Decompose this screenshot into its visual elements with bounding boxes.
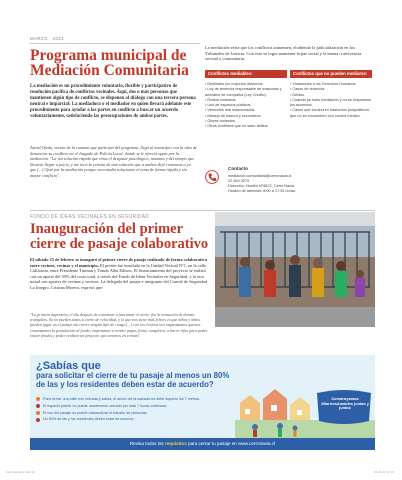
phone-contact-icon — [205, 170, 219, 184]
footer-pre: Revisa todos los — [129, 441, 165, 446]
list-item: • Delitos. — [290, 93, 372, 98]
list-item: • Casos que involucren trastornos psiquiátricos que no se encuentren con control médico. — [290, 108, 372, 119]
contact-title: Contacto — [228, 166, 248, 171]
list-item: • Uso de espacios públicos. — [205, 103, 287, 108]
contact-email-link[interactable]: mediacion.comunitaria@cerronavia.cl — [228, 174, 292, 178]
month-label: MARZO · 2023 — [30, 36, 64, 41]
list-item: • Otros conflictos que no sean delitos. — [205, 124, 287, 129]
mediable-list — [205, 82, 287, 130]
print-slug-right: 09-03-23 17:38 — [373, 470, 394, 474]
list-item: • Vehículos mal estacionados. — [205, 108, 287, 113]
banner-requirements — [36, 397, 236, 424]
article2-title: Inauguración del primer cierre de pasaje colaborativo — [30, 221, 209, 252]
group-photo-illustration — [215, 212, 375, 327]
list-item: • Ruidos molestos. — [205, 98, 287, 103]
list-item: • Deslindes y/o mojones divisorios. — [205, 82, 287, 87]
article1-title: Programa municipal de Mediación Comunitaria — [30, 47, 189, 79]
side-intro: La mediación evita que los conflictos aumenten, eludiendo la judicialización en los Tribunales de Justicia. Con esto se logra mantener la paz social y la buena convivencia vecinal y comunitaria. — [205, 45, 362, 62]
print-slug-left: barrio-amable.indd 10 — [6, 470, 36, 474]
list-item: Para cerrar una calle con entrada y salida, el ancho de la calzada no debe superar los 7 metros. — [36, 397, 236, 402]
banner-title — [36, 361, 236, 389]
bullet-icon — [36, 397, 40, 401]
top-rule — [30, 43, 200, 44]
article2-kicker: FONDO DE IDEAS VECINALES EN SEGURIDAD — [30, 214, 150, 220]
banner-footer — [30, 438, 375, 450]
list-item: El espacio puede no puede mantenerse cerrado por más 7 horas continuas. — [36, 404, 236, 409]
list-item: • Ley de tenencia responsable de mascotas y animales de compañía (Ley Cholito). — [205, 87, 287, 98]
article2-body — [30, 257, 208, 291]
bullet-icon — [36, 411, 40, 415]
banner-title-line1: ¿Sabías que — [36, 360, 101, 372]
footer-bold: requisitos — [164, 441, 187, 446]
article2-body-rest: El portón fue instalado en la Unidad Vecinal N°1, en la calle California, entre Presidente Truman y Tomás Alba Edison. El financiamiento del proyecto se realizó con un aporte del 50% del costo total, a través del Fondo de Ideas Vecinales en Seguridad, y la otra mitad con aportes de vecinas y vecinos. La delegada del pasaje e integrante del Comité de Seguridad Lo Integro, Cristina Morera, expresó que: — [30, 262, 207, 290]
contact-phone: 22 963 3279 — [228, 179, 250, 183]
contact-hours: Horario de atención: 8:00 a 17:30 horas. — [228, 189, 296, 193]
list-item: El uso del pasaje no puede obstaculizar el tránsito de personas. — [36, 411, 236, 416]
bullet-icon — [36, 418, 40, 422]
mediable-header: Conflictos mediables: — [205, 70, 287, 78]
list-item: • Manejo de basura y escombros. — [205, 114, 287, 119]
non-mediable-header: Conflictos que no pueden mediarse: — [290, 70, 372, 78]
article2-body-lead: El sábado 25 de febrero se inauguró el primer cierre de pasaje realizado de forma colaborativa entre vecinos, vecinas y el municipio. — [30, 257, 208, 268]
badge-text: Construyamos #BarriosAmables juntas y juntos — [321, 396, 369, 411]
bullet-icon — [36, 404, 40, 408]
article2-quote: "La primera impresión, el día después de comenzar a funcionar el cierre, fue la sensación de dormir tranquilos. Ya no pueden autos a cierto de velocidad, y lo que nos tiene más felices es que niñas y niños pueden jugar en el pasaje sin correr ningún tipo de riesgo (...) con los vecinos nos organizamos quienes comenzamos la postulación al fondo, empezamos a vender papas fritas, completos, a hacer rifas para poder reunir fondos y poder realizar un proyecto que tenemos en común". — [30, 312, 208, 338]
article1-quote: Astrid Ojeda, vecina de la comuna que participó del programa, llegó al municipio con la idea de denunciar su conflicto en el Juzgado de Policía Local, donde se le ofreció optar por la mediación. "La vía solución rápida que evita el desgaste psicológico, insumos y del tiempo que llevaría llegar a juicio, y me tocó la certeza de una solución que a ambos dejó contentas a yo que (...) Opté por la mediación porque necesitaba solucionar el tema de forma rápida y sin mayor conflicto". — [30, 145, 197, 178]
banner-title-line2: para solicitar el cierre de tu pasaje al menos un 80% de las y los residentes deben estar de acuerdo? — [36, 371, 230, 389]
info-banner — [30, 355, 375, 450]
list-item: Un 80% de las y los residentes deben estar de acuerdo. — [36, 417, 236, 422]
contact-list — [228, 174, 378, 194]
footer-link[interactable]: para cerrar tu pasaje en www.cerronavia.cl — [186, 441, 276, 446]
list-item: • Casos de violencia. — [290, 87, 372, 92]
list-item: • Violaciones a los Derechos Humanos. — [290, 82, 372, 87]
contact-address: Dirección: Huelén N°8872, Cerro Navia. — [228, 184, 296, 188]
list-item: • Cuando ya hubo mediación y no se respetaron los acuerdos. — [290, 98, 372, 109]
non-mediable-list — [290, 82, 372, 119]
section-divider — [30, 210, 375, 211]
list-item: • Olores molestos. — [205, 119, 287, 124]
article1-intro: La mediación es un procedimiento voluntario, flexible y participativo de resolución pacífica de conflictos vecinales. Aquí, dos o más personas que mantienen algún tipo de conflicto, se disponen al diálogo con una tercera persona neutral e imparcial: La mediadora o el mediador en quien llevará adelante este procedimiento para ayudar a las partes en conflicto a buscar un acuerdo voluntariamente, satisfaciendo las preocupaciones de ambas partes. — [30, 84, 196, 120]
group-photo — [215, 212, 375, 327]
